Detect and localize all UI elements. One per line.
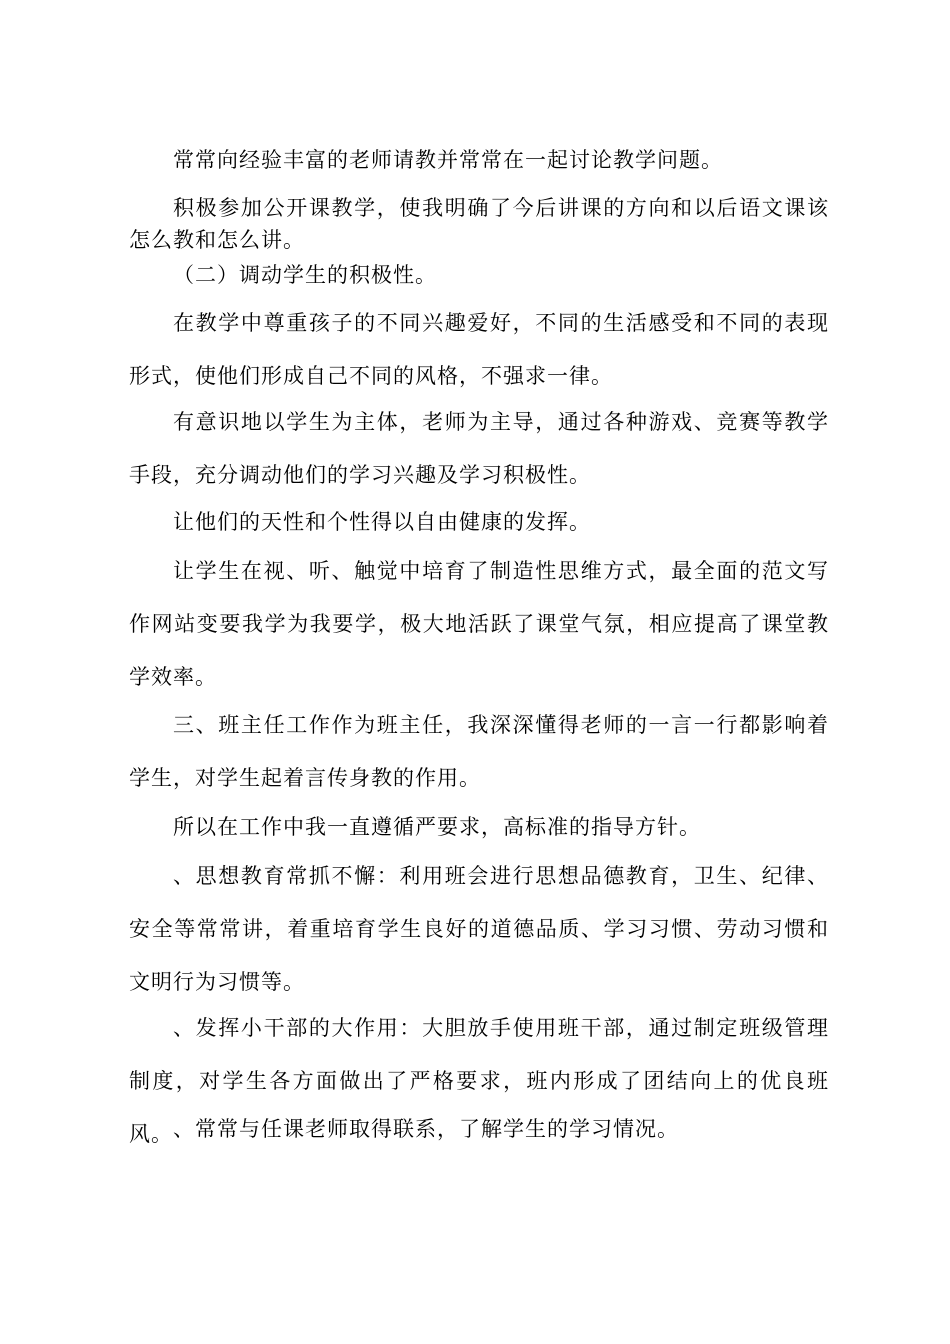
paragraph: 、发挥小干部的大作用：大胆放手使用班干部，通过制定班级管理制度，对学生各方面做出了严格要求，班内形成了团结向上的优良班风。 bbox=[129, 1016, 829, 1146]
paragraph: 有意识地以学生为主体，老师为主导，通过各种游戏、竞赛等教学手段，充分调动他们的学习兴趣及学习积极性。 bbox=[129, 410, 829, 487]
paragraph: 三、班主任工作作为班主任，我深深懂得老师的一言一行都影响着学生，对学生起着言传身教的作用。 bbox=[129, 713, 829, 790]
paragraph: 让学生在视、听、触觉中培育了制造性思维方式，最全面的范文写作网站变要我学为我要学，极大地活跃了课堂气氛，相应提高了课堂教学效率。 bbox=[129, 559, 829, 689]
paragraph: 积极参加公开课教学，使我明确了今后讲课的方向和以后语文课该怎么教和怎么讲。 bbox=[129, 196, 829, 252]
paragraph: 、常常与任课老师取得联系，了解学生的学习情况。 bbox=[173, 1117, 679, 1141]
paragraph: 所以在工作中我一直遵循严要求，高标准的指导方针。 bbox=[173, 815, 701, 839]
paragraph: 、思想教育常抓不懈：利用班会进行思想品德教育，卫生、纪律、安全等常常讲，着重培育学生良好的道德品质、学习习惯、劳动习惯和文明行为习惯等。 bbox=[129, 864, 829, 994]
section-heading: （二）调动学生的积极性。 bbox=[173, 263, 437, 287]
paragraph: 让他们的天性和个性得以自由健康的发挥。 bbox=[173, 510, 591, 534]
paragraph: 在教学中尊重孩子的不同兴趣爱好，不同的生活感受和不同的表现形式，使他们形成自己不同的风格，不强求一律。 bbox=[129, 311, 829, 388]
paragraph: 常常向经验丰富的老师请教并常常在一起讨论教学问题。 bbox=[173, 148, 723, 172]
